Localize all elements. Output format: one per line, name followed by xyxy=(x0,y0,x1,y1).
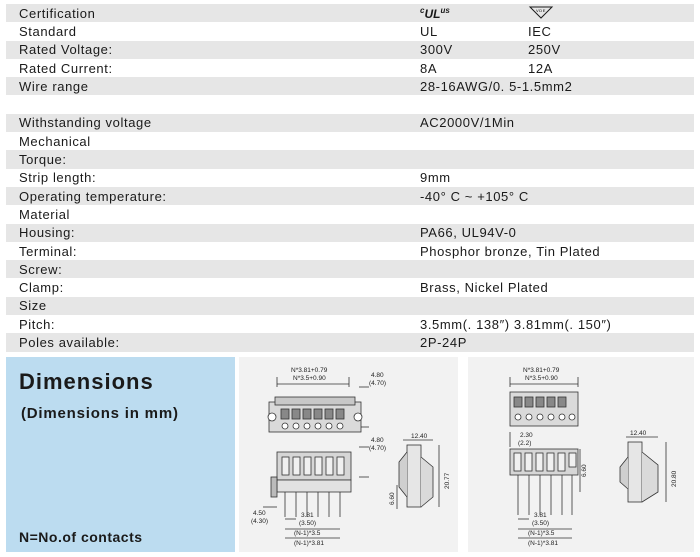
dim-span-1: (N-1)*3.5 xyxy=(294,530,321,537)
spec-row-mechanical xyxy=(6,132,694,150)
dimensions-subtitle: (Dimensions in mm) xyxy=(21,405,179,422)
spec-section-heading: Mechanical xyxy=(19,133,91,149)
spec-value-ul: UL xyxy=(420,23,438,39)
connector-drawing-b xyxy=(468,357,694,552)
spec-row-wire-range xyxy=(6,77,694,95)
spec-row-strip-length xyxy=(6,169,694,187)
dim-top-width-1: 4.80 xyxy=(371,372,384,379)
spec-label: Torque: xyxy=(19,152,67,168)
spec-label: Housing: xyxy=(19,225,76,241)
dim-flange-1: 4.50 xyxy=(253,510,266,517)
spec-value: Brass, Nickel Plated xyxy=(420,280,549,296)
spec-row-rated-voltage xyxy=(6,41,694,59)
spec-label: Wire range xyxy=(19,78,89,94)
dim-side-height: 20.80 xyxy=(671,470,678,487)
ul-logo: $^cUL^{us}$ xyxy=(420,5,450,21)
spec-value-iec: 12A xyxy=(528,60,553,76)
drawing-panel-b xyxy=(468,357,694,552)
spec-value: -40° C ~ +105° C xyxy=(420,188,529,204)
spec-row-material xyxy=(6,205,694,223)
dim-top-formula-1: N*3.81+0.79 xyxy=(291,367,328,374)
dim-side-depth: 12.40 xyxy=(411,433,428,440)
dim-span-1: (N-1)*3.5 xyxy=(528,530,555,537)
dim-pitch-1: 3.81 xyxy=(301,512,314,519)
vde-logo-icon xyxy=(528,5,554,22)
spec-row-torque xyxy=(6,150,694,168)
spec-label: Certification xyxy=(19,5,96,21)
dim-mid-width-2: (4.70) xyxy=(369,445,386,452)
spec-value: 28-16AWG/0. 5-1.5mm2 xyxy=(420,78,573,94)
spec-label: Screw: xyxy=(19,261,63,277)
dim-side-height: 20.77 xyxy=(444,472,451,489)
dim-offset-1: 2.30 xyxy=(520,432,533,439)
dim-side-lower: 6.60 xyxy=(389,492,396,505)
dim-offset-2: (2.2) xyxy=(518,440,532,447)
spec-row-certification xyxy=(6,4,694,22)
spec-value-ul: 300V xyxy=(420,42,453,58)
dim-side-depth: 12.40 xyxy=(630,430,647,437)
spec-value: AC2000V/1Min xyxy=(420,115,515,131)
spec-label: Poles available: xyxy=(19,334,120,350)
spec-row-standard xyxy=(6,22,694,40)
spec-value-iec: IEC xyxy=(528,23,552,39)
spec-value-ul: 8A xyxy=(420,60,438,76)
connector-drawing-a xyxy=(239,357,458,552)
contacts-note: N=No.of contacts xyxy=(19,529,143,545)
dim-top-formula-2: N*3.5+0.90 xyxy=(525,375,558,382)
dim-mid-width-1: 4.80 xyxy=(371,437,384,444)
spec-label: Pitch: xyxy=(19,316,56,332)
spec-value: Phosphor bronze, Tin Plated xyxy=(420,243,601,259)
dim-top-formula-2: N*3.5+0.90 xyxy=(293,375,326,382)
spec-label: Rated Voltage: xyxy=(19,42,113,58)
spec-row-operating-temperature xyxy=(6,187,694,205)
drawing-panel-a xyxy=(239,357,458,552)
spec-label: Terminal: xyxy=(19,243,78,259)
dim-top-width-2: (4.70) xyxy=(369,380,386,387)
dimensions-panel xyxy=(6,357,235,552)
spec-row-housing xyxy=(6,224,694,242)
spec-row-terminal xyxy=(6,242,694,260)
dim-pitch-2: (3.50) xyxy=(299,520,316,527)
spec-label: Rated Current: xyxy=(19,60,113,76)
dim-pitch-2: (3.50) xyxy=(532,520,549,527)
spec-spacer xyxy=(6,95,694,113)
spec-value: PA66, UL94V-0 xyxy=(420,225,517,241)
spec-row-withstanding-voltage xyxy=(6,114,694,132)
spec-label: Clamp: xyxy=(19,280,64,296)
spec-row-poles-available xyxy=(6,333,694,351)
dim-flange-2: (4.30) xyxy=(251,518,268,525)
svg-text:VDE: VDE xyxy=(535,7,547,13)
spec-row-rated-current xyxy=(6,59,694,77)
dim-top-formula-1: N*3.81+0.79 xyxy=(523,367,560,374)
dim-pitch-1: 3.81 xyxy=(534,512,547,519)
dim-side-lower: 6.60 xyxy=(581,464,588,477)
spec-row-screw xyxy=(6,260,694,278)
spec-row-clamp xyxy=(6,278,694,296)
spec-label: Standard xyxy=(19,23,77,39)
dimensions-title: Dimensions xyxy=(19,369,154,394)
spec-value: 9mm xyxy=(420,170,451,186)
spec-row-size xyxy=(6,297,694,315)
dimensions-section xyxy=(6,357,694,552)
spec-table xyxy=(6,4,694,352)
spec-section-heading: Size xyxy=(19,298,47,314)
spec-value-iec: 250V xyxy=(528,42,561,58)
spec-label: Strip length: xyxy=(19,170,97,186)
spec-label: Withstanding voltage xyxy=(19,115,152,131)
spec-value: 3.5mm(. 138″) 3.81mm(. 150″) xyxy=(420,316,612,332)
dim-span-2: (N-1)*3.81 xyxy=(294,540,324,547)
spec-value: 2P-24P xyxy=(420,334,467,350)
spec-label: Operating temperature: xyxy=(19,188,167,204)
spec-section-heading: Material xyxy=(19,206,71,222)
dim-span-2: (N-1)*3.81 xyxy=(528,540,558,547)
spec-row-pitch xyxy=(6,315,694,333)
